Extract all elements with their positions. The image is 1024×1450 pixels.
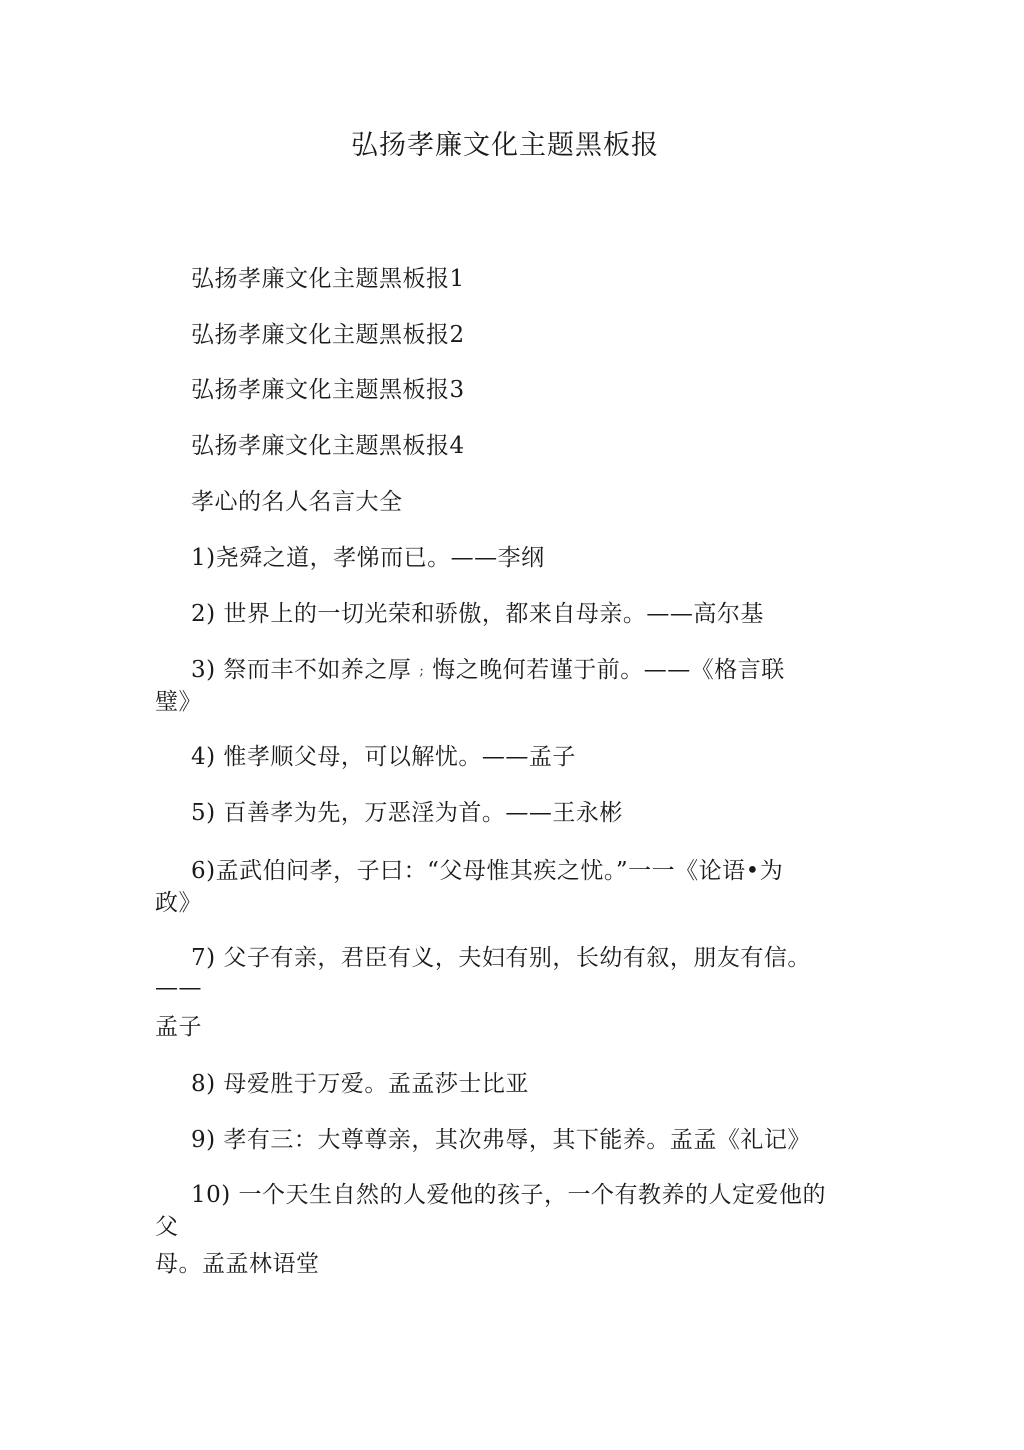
toc-item-2: 弘扬孝廉文化主题黑板报2 bbox=[191, 322, 465, 348]
section-heading: 孝心的名人名言大全 bbox=[191, 489, 403, 515]
quote-8: 8) 母爱胜于万爱。孟孟莎士比亚 bbox=[191, 1071, 529, 1097]
quote-7-dash: —— bbox=[155, 975, 202, 1001]
quote-4: 4) 惟孝顺父母，可以解忧。——孟子 bbox=[191, 744, 576, 770]
quote-10-attribution: 母。孟孟林语堂 bbox=[155, 1251, 320, 1277]
quote-3-mark: ; bbox=[419, 663, 425, 679]
quote-10: 10) 一个天生自然的人爱他的孩子，一个有教养的人定爱他的 bbox=[191, 1182, 827, 1208]
quote-3-continuation: 璧》 bbox=[155, 689, 202, 715]
toc-item-4: 弘扬孝廉文化主题黑板报4 bbox=[191, 433, 465, 459]
toc-item-3: 弘扬孝廉文化主题黑板报3 bbox=[191, 377, 465, 403]
quote-3 bbox=[191, 654, 785, 687]
quote-6: 6)孟武伯问孝，子曰：“父母惟其疾之忧。”一一《论语•为 bbox=[191, 858, 784, 884]
quote-3-part-1: 3) 祭而丰不如养之厚 bbox=[191, 657, 412, 683]
document-title: 弘扬孝廉文化主题黑板报 bbox=[351, 130, 659, 161]
quote-2: 2) 世界上的一切光荣和骄傲，都来自母亲。——高尔基 bbox=[191, 601, 764, 627]
toc-item-1: 弘扬孝廉文化主题黑板报1 bbox=[191, 266, 465, 292]
quote-7-attribution: 孟子 bbox=[155, 1014, 202, 1040]
quote-7: 7) 父子有亲，君臣有义，夫妇有别，长幼有叙，朋友有信。 bbox=[191, 945, 811, 971]
quote-3-part-2: 悔之晚何若谨于前。——《格言联 bbox=[432, 657, 785, 683]
quote-5: 5) 百善孝为先，万恶淫为首。——王永彬 bbox=[191, 800, 623, 826]
quote-1: 1)尧舜之道，孝悌而已。——李纲 bbox=[191, 545, 545, 571]
quote-10-continuation: 父 bbox=[155, 1214, 179, 1240]
quote-9: 9) 孝有三：大尊尊亲，其次弗辱，其下能养。孟孟《礼记》 bbox=[191, 1127, 811, 1153]
quote-6-continuation: 政》 bbox=[155, 890, 202, 916]
